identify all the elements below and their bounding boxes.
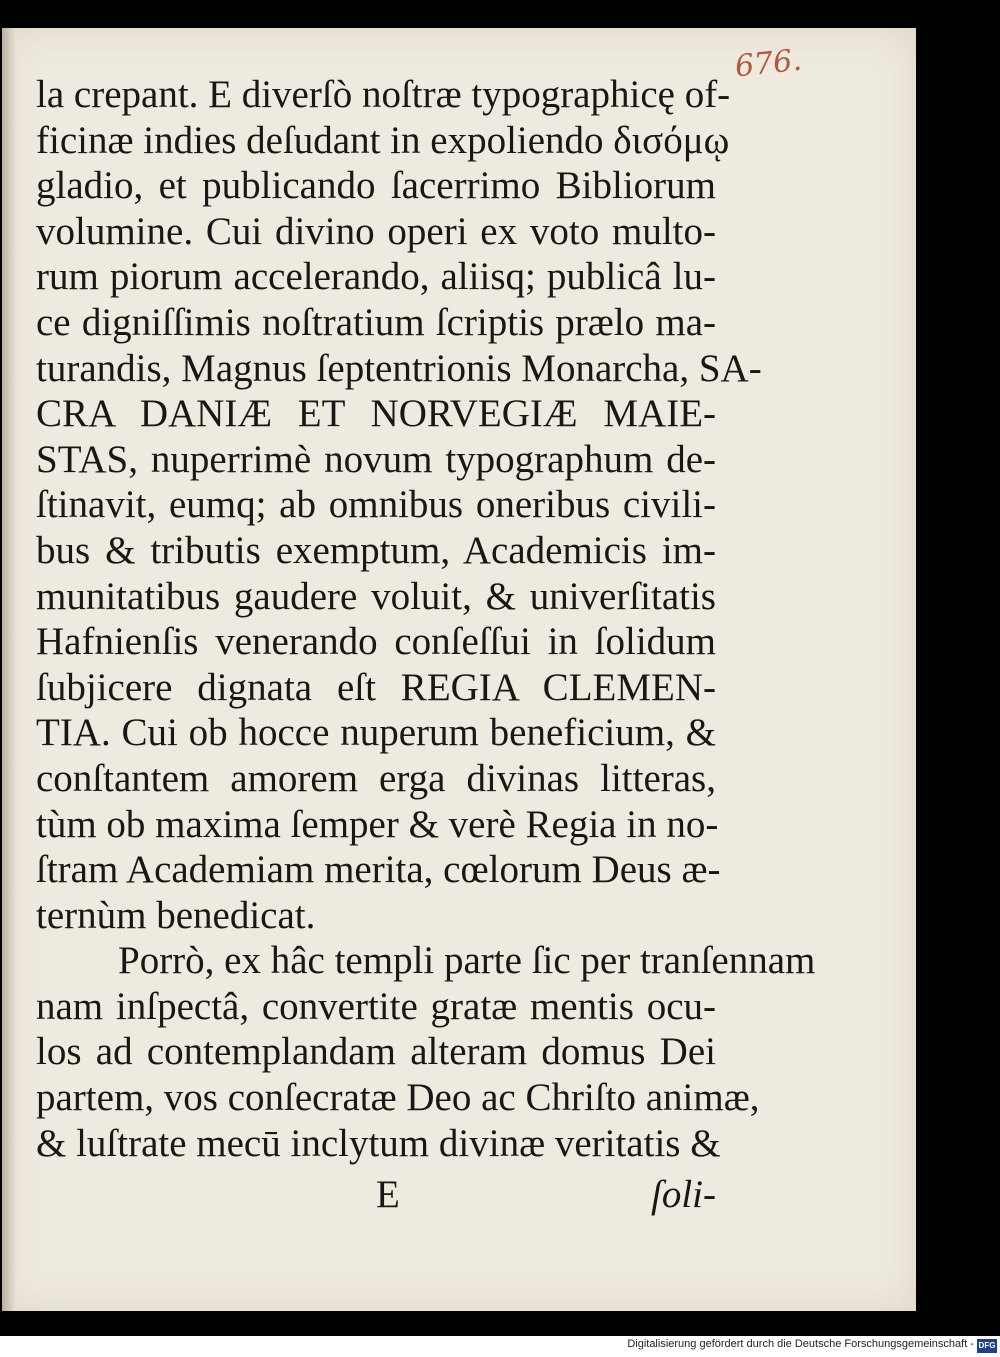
funding-credit: Digitalisierung gefördert durch die Deutsche Forschungsgemeinschaft - [627, 1338, 974, 1350]
page-spine-shadow [2, 28, 16, 1311]
text-line: rum piorum accelerando, aliisq; publicâ lu- [36, 255, 716, 299]
text-line: ſtram Academiam merita, cœlorum Deus æ- [36, 848, 721, 892]
text-line: bus & tributis exemptum, Academicis im- [36, 528, 716, 572]
text-line: CRA DANIÆ ET NORVEGIÆ MAIE- [36, 392, 716, 436]
dfg-logo-icon: DFG [977, 1339, 997, 1353]
signature-mark: E [376, 1173, 400, 1216]
text-line: Porrò, ex hâc templi parte ſic per tranſennam [118, 939, 816, 983]
catchword: ſoli- [651, 1173, 716, 1216]
text-line: TIA. Cui ob hocce nuperum beneficium, & [36, 711, 716, 755]
text-line: & luſtrate mecū inclytum divinæ veritatis & [36, 1121, 721, 1165]
text-line: ficinæ indies deſudant in expoliendo δισόμῳ [36, 118, 730, 162]
text-line: volumine. Cui divino operi ex voto multo- [36, 209, 716, 253]
book-page [2, 28, 916, 1311]
text-line: tùm ob maxima ſemper & verè Regia in no- [36, 802, 719, 846]
text-line: Hafnienſis venerando conſeſſui in ſolidum [36, 620, 716, 664]
page-footer [36, 1172, 716, 1218]
text-line: ſubjicere dignata eſt REGIA CLEMEN- [36, 665, 716, 709]
text-line: la crepant. E diverſò noſtræ typographicę of- [36, 73, 731, 116]
text-line: partem, vos conſecratæ Deo ac Chriſto animæ, [36, 1076, 760, 1120]
handwritten-page-number: 676. [733, 42, 804, 85]
text-line: gladio, et publicando ſacerrimo Bibliorum [36, 164, 716, 208]
text-line: ternùm benedicat. [36, 893, 316, 937]
text-line: ce digniſſimis noſtratium ſcriptis prælo ma- [36, 300, 716, 344]
text-line: STAS, nuperrimè novum typographum de- [36, 437, 716, 481]
text-line: conſtantem amorem erga divinas litteras, [36, 756, 716, 800]
text-line: munitatibus gaudere voluit, & univerſitatis [36, 574, 716, 618]
digitization-credit-bar [0, 1336, 1000, 1357]
text-line: los ad contemplandam alteram domus Dei [36, 1030, 716, 1074]
text-line: ſtinavit, eumq; ab omnibus oneribus civili- [36, 483, 716, 527]
text-line: turandis, Magnus ſeptentrionis Monarcha, SA- [36, 346, 762, 390]
text-line: nam inſpectâ, convertite gratæ mentis ocu- [36, 984, 716, 1028]
body-text [36, 72, 816, 1166]
